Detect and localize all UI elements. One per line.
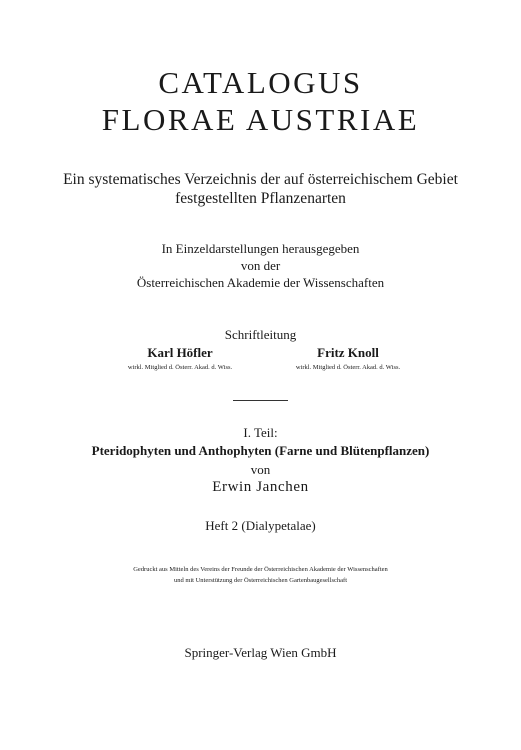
main-title-line-2: FLORAE AUSTRIAE [101, 102, 420, 137]
funding-line-2: und mit Unterstützung der Österreichischen Gartenbaugesellschaft [173, 577, 348, 584]
part-title: Pteridophyten und Anthophyten (Farne und Blütenpflanzen) [91, 443, 430, 458]
author-name: Erwin Janchen [212, 479, 309, 495]
part-label: I. Teil: [243, 425, 278, 440]
by-word: von [250, 462, 271, 477]
editor-name-2: Fritz Knoll [317, 345, 379, 360]
publisher-imprint: Springer-Verlag Wien GmbH [184, 645, 337, 660]
publisher-line-1: In Einzeldarstellungen herausgegeben [161, 241, 360, 256]
funding-line-1: Gedruckt aus Mitteln des Vereins der Freunde der Österreichischen Akademie der Wissenschaften [133, 566, 388, 573]
divider-rule [233, 400, 288, 401]
editor-role-2: wirkl. Mitglied d. Österr. Akad. d. Wiss. [295, 364, 401, 371]
issue-label: Heft 2 (Dialypetalae) [205, 518, 316, 533]
publisher-line-3: Österreichischen Akademie der Wissenschaften [136, 275, 385, 290]
subtitle-line-2: festgestellten Pflanzenarten [175, 190, 346, 207]
subtitle-line-1: Ein systematisches Verzeichnis der auf österreichischem Gebiet [63, 171, 458, 188]
publisher-line-2: von der [240, 258, 281, 273]
editor-name-1: Karl Höfler [147, 345, 213, 360]
editor-role-1: wirkl. Mitglied d. Österr. Akad. d. Wiss. [127, 364, 233, 371]
main-title-line-1: CATALOGUS [158, 65, 363, 100]
editorial-heading: Schriftleitung [224, 327, 297, 342]
